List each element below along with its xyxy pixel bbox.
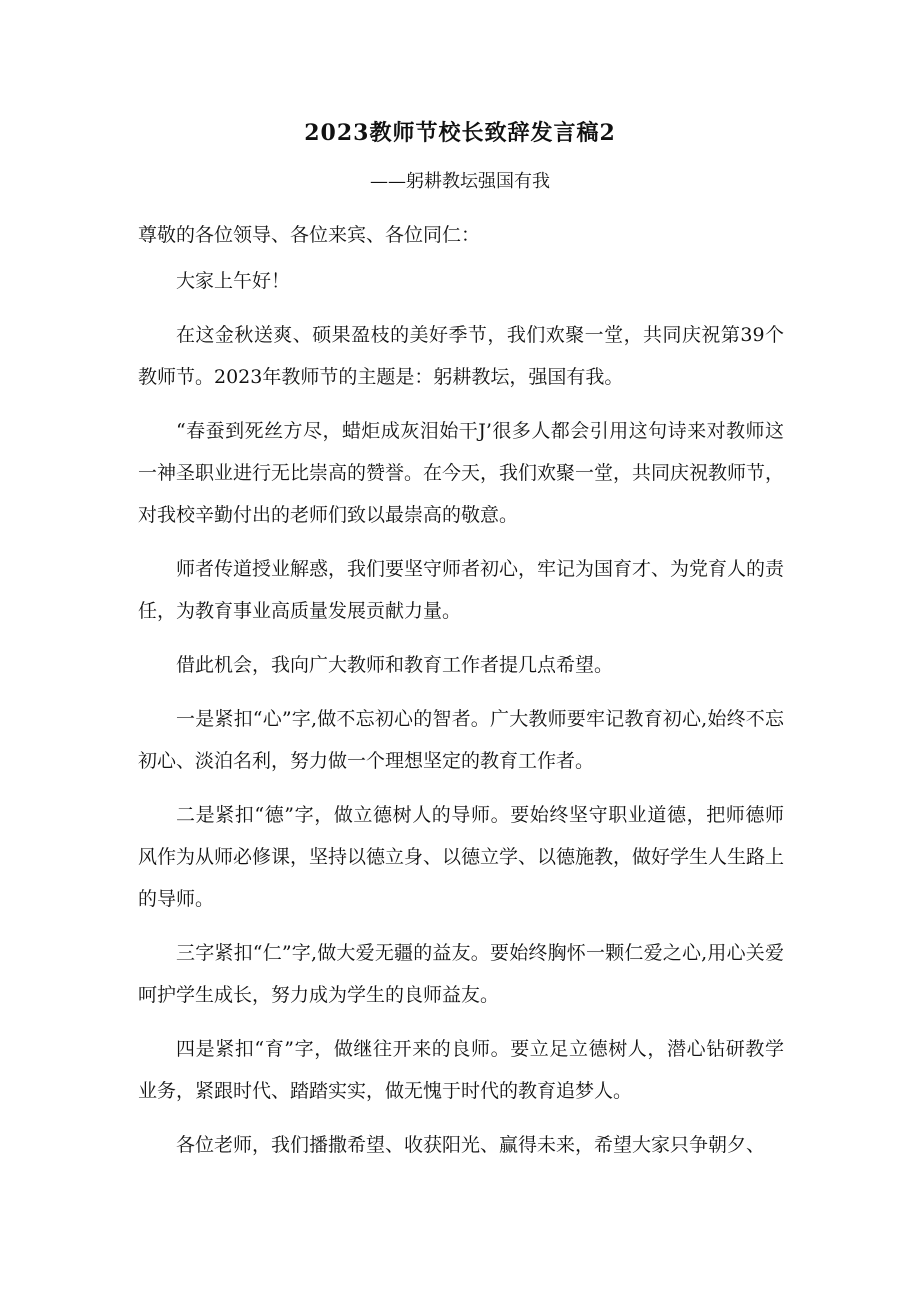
document-subtitle: ——躬耕教坛强国有我 <box>370 171 550 192</box>
paragraph-hopes-intro: 借此机会，我向广大教师和教育工作者提几点希望。 <box>176 654 614 676</box>
paragraph-closing: 各位老师，我们播撒希望、收获阳光、赢得未来，希望大家只争朝夕、 <box>176 1134 766 1156</box>
paragraph-hope-benevolence: 三字紧扣“仁”字,做大爱无疆的益友。要始终胸怀一颗仁爱之心,用心关爱呵护学生成长，努力成为学生的良师益友。 <box>138 942 784 1006</box>
paragraph-greeting: 大家上午好！ <box>176 270 291 292</box>
paragraph-mission: 师者传道授业解惑，我们要坚守师者初心，牢记为国育才、为党育人的责任，为教育事业高质量发展贡献力量。 <box>138 558 785 622</box>
salutation: 尊敬的各位领导、各位来宾、各位同仁： <box>138 224 481 246</box>
paragraph-hope-education: 四是紧扣“育”字，做继往开来的良师。要立足立德树人，潜心钻研教学业务，紧跟时代、踏踏实实，做无愧于时代的教育追梦人。 <box>138 1038 784 1102</box>
document-title: 2023教师节校长致辞发言稿2 <box>304 120 616 146</box>
document-body <box>138 214 784 1178</box>
paragraph-hope-heart: 一是紧扣“心”字,做不忘初心的智者。广大教师要牢记教育初心,始终不忘初心、淡泊名利，努力做一个理想坚定的教育工作者。 <box>138 708 784 772</box>
paragraph-poem: “春蚕到死丝方尽，蜡炬成灰泪始干J’很多人都会引用这句诗来对教师这一神圣职业进行无比崇高的赞誉。在今天，我们欢聚一堂，共同庆祝教师节，对我校辛勤付出的老师们致以最崇高的敬意。 <box>138 420 785 526</box>
paragraph-opening: 在这金秋送爽、硕果盈枝的美好季节，我们欢聚一堂，共同庆祝第39个教师节。2023年教师节的主题是：躬耕教坛，强国有我。 <box>138 324 784 388</box>
paragraph-hope-virtue: 二是紧扣“德”字，做立德树人的导师。要始终坚守职业道德，把师德师风作为从师必修课，坚持以德立身、以德立学、以德施教，做好学生人生路上的导师。 <box>138 804 785 910</box>
